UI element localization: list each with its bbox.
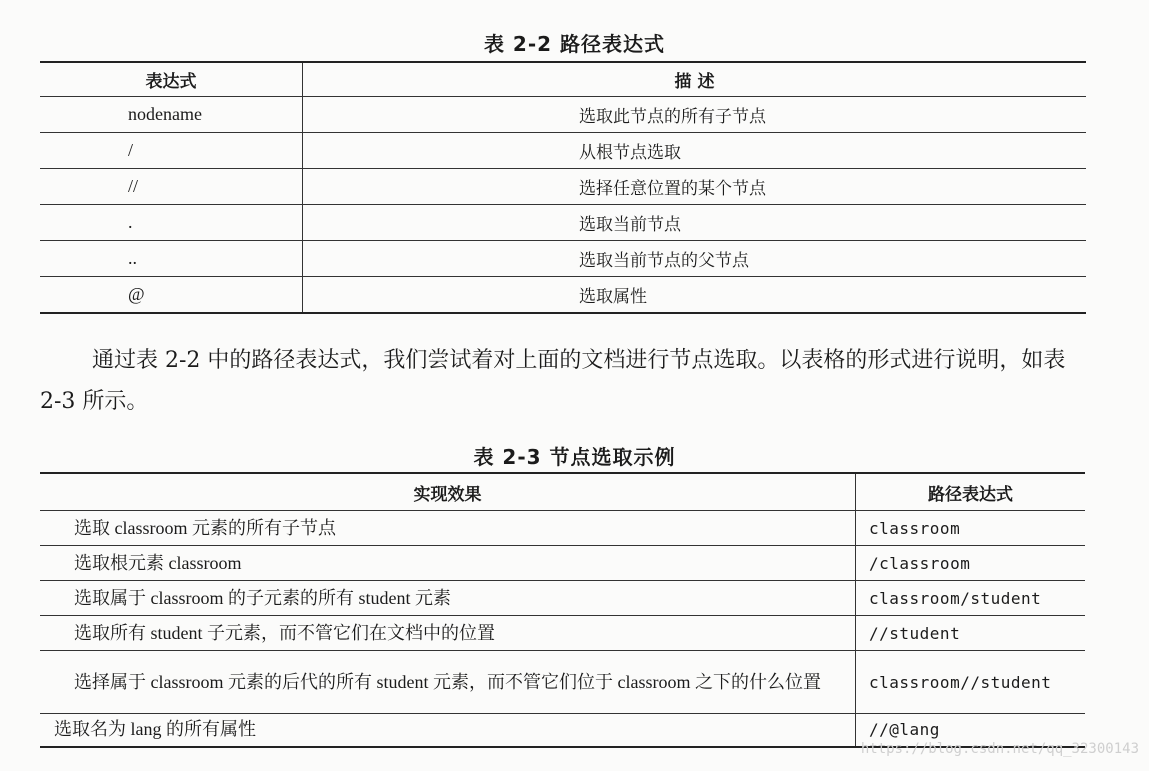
header-effect: 实现效果 xyxy=(40,473,856,511)
effect-text: 选择属于 classroom 元素的后代的所有 student 元素，而不管它们位于 classroom 之下的什么位置 xyxy=(74,671,821,692)
table-row xyxy=(40,616,1085,651)
path-cell: classroom//student xyxy=(856,651,1086,714)
effect-cell xyxy=(40,714,856,747)
expression-cell: . xyxy=(40,205,303,241)
path-cell: //student xyxy=(856,616,1086,651)
effect-text: 选取名为 lang 的所有属性 xyxy=(54,719,256,740)
path-cell: //@lang xyxy=(856,714,1086,747)
table-row xyxy=(40,511,1085,546)
body-paragraph xyxy=(40,340,1090,422)
table-header-row xyxy=(40,473,1085,511)
table-row xyxy=(40,546,1085,581)
header-path: 路径表达式 xyxy=(928,484,1013,505)
effect-text: 选取属于 classroom 的子元素的所有 student 元素 xyxy=(74,587,451,608)
expression-cell: .. xyxy=(40,241,303,277)
node-selection-table xyxy=(40,472,1085,748)
paragraph-text: 通过表 2-2 中的路径表达式，我们尝试着对上面的文档进行节点选取。以表格的形式进行说明，如表 2-3 所示。 xyxy=(40,348,1066,414)
header-expression: 表达式 xyxy=(40,62,303,97)
table-row xyxy=(40,277,1086,314)
effect-cell xyxy=(40,511,856,546)
description-cell: 选取属性 xyxy=(303,277,1087,314)
table-row xyxy=(40,97,1086,133)
effect-cell xyxy=(40,651,856,714)
table-row xyxy=(40,581,1085,616)
path-cell: classroom xyxy=(856,511,1086,546)
effect-cell xyxy=(40,581,856,616)
table-2-3-caption: 表 2-3 节点选取示例 xyxy=(473,445,676,469)
effect-cell xyxy=(40,616,856,651)
header-description: 描 述 xyxy=(303,62,1087,97)
watermark: https://blog.csdn.net/qq_32300143 xyxy=(860,741,1139,757)
effect-text: 选取 classroom 元素的所有子节点 xyxy=(74,517,336,538)
description-cell: 选取当前节点的父节点 xyxy=(303,241,1087,277)
description-cell: 选择任意位置的某个节点 xyxy=(303,169,1087,205)
path-expression-table xyxy=(40,61,1086,314)
expression-cell: // xyxy=(40,169,303,205)
table-header-row xyxy=(40,62,1086,97)
table-row xyxy=(40,651,1085,714)
expression-cell: nodename xyxy=(40,97,303,133)
table-row xyxy=(40,169,1086,205)
table-row xyxy=(40,133,1086,169)
path-cell: /classroom xyxy=(856,546,1086,581)
expression-cell: @ xyxy=(40,277,303,314)
description-cell: 选取当前节点 xyxy=(303,205,1087,241)
table-row xyxy=(40,241,1086,277)
effect-text: 选取所有 student 子元素，而不管它们在文档中的位置 xyxy=(74,622,495,643)
description-cell: 选取此节点的所有子节点 xyxy=(303,97,1087,133)
effect-text: 选取根元素 classroom xyxy=(74,552,242,573)
effect-cell xyxy=(40,546,856,581)
table-row xyxy=(40,205,1086,241)
expression-cell: / xyxy=(40,133,303,169)
description-cell: 从根节点选取 xyxy=(303,133,1087,169)
path-cell: classroom/student xyxy=(856,581,1086,616)
table-2-2-caption: 表 2-2 路径表达式 xyxy=(483,32,666,56)
